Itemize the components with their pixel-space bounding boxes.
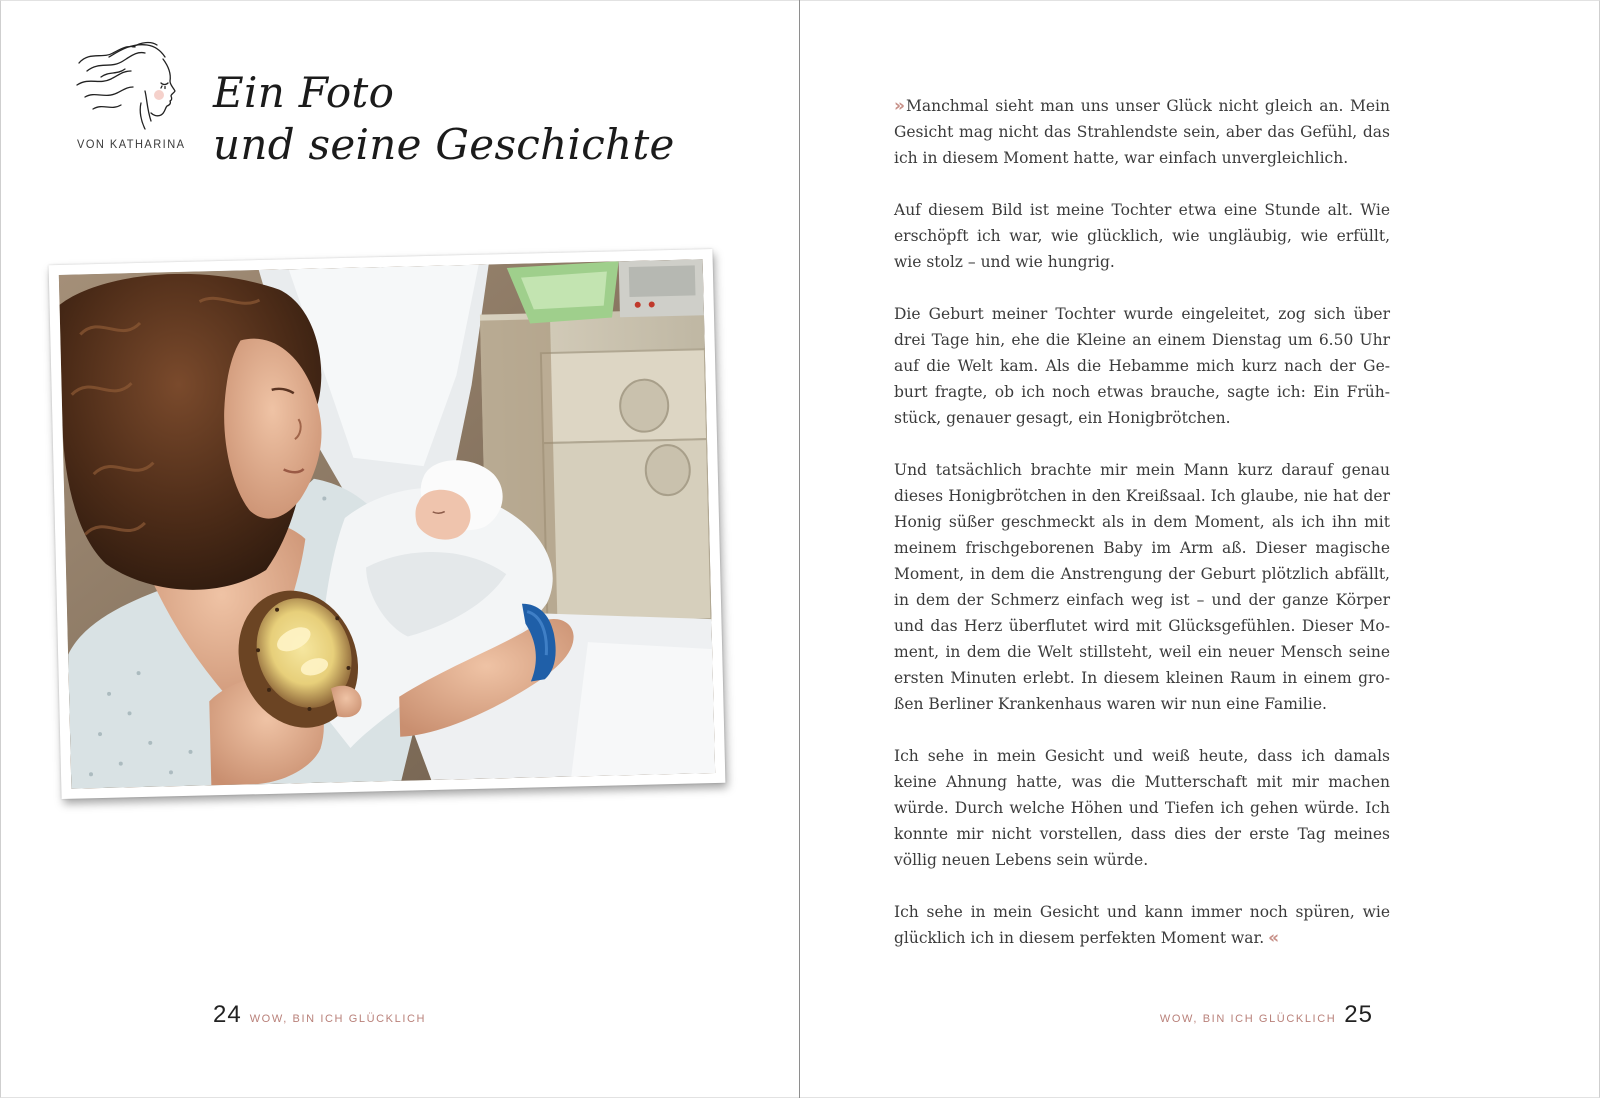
title-line-2: und seine Geschichte	[213, 120, 675, 169]
right-page	[800, 0, 1600, 1098]
folio-left	[213, 1001, 426, 1029]
story-paragraph-4: Und tatsächlich brachte mir mein Mann kurz darauf genau dieses Honigbrötchen in den Kreißsaal. Ich glaube, nie hat der Honig süßer geschmeckt als in dem Moment, als ich ihn mit meinem frischgeborenen Baby im Arm aß. Dieser magische Moment, in dem die Anstrengung der Geburt plötzlich abfällt, in dem der Schmerz einfach weg ist – und der ganze Körper und das Herz überflutet wird mit Glücksgefühlen. Dieser Moment, in dem die Welt stillsteht, weil ein neuer Mensch seine ersten Minuten erlebt. In diesem kleinen Raum in einem großen Berliner Krankenhaus waren wir nun eine Familie.	[894, 461, 1390, 713]
polaroid-photo-frame	[49, 249, 726, 799]
story-paragraph-6	[894, 899, 1390, 951]
mother-with-newborn-photo	[59, 259, 715, 789]
author-byline: VON KATHARINA	[77, 137, 186, 151]
story-paragraph-1	[894, 93, 1390, 171]
folio-right	[1160, 1001, 1373, 1029]
paragraph-6-text: Ich sehe in mein Gesicht und kann immer noch spüren, wie glücklich ich in diesem perfekten Moment war.	[894, 903, 1390, 947]
double-chevron-right-icon: »	[894, 96, 903, 116]
paragraph-1-text: Manchmal sieht man uns unser Glück nicht gleich an. Mein Gesicht mag nicht das Strahlendste sein, aber das Gefühl, das ich in diesem Moment hatte, war einfach unvergleichlich.	[894, 97, 1390, 167]
story-paragraph-2: Auf diesem Bild ist meine Tochter etwa eine Stunde alt. Wie erschöpft ich war, wie glücklich, wie ungläubig, wie erfüllt, wie stolz – und wie hungrig.	[894, 201, 1390, 271]
running-title-right: WOW, BIN ICH GLÜCKLICH	[1159, 1013, 1337, 1025]
story-paragraph-5: Ich sehe in mein Gesicht und weiß heute, dass ich damals keine Ahnung hatte, was die Mutterschaft mit mir machen würde. Durch welche Höhen und Tiefen ich gehen würde. Ich konnte mir nicht vorstellen, dass dies der erste Tag meines völlig neuen Lebens sein würde.	[894, 747, 1390, 869]
running-title-left: WOW, BIN ICH GLÜCKLICH	[249, 1013, 427, 1025]
woman-profile-logo-icon	[75, 41, 181, 133]
title-line-1: Ein Foto	[213, 68, 395, 117]
story-paragraph-3: Die Geburt meiner Tochter wurde eingeleitet, zog sich über drei Tage hin, ehe die Kleine an einem Dienstag um 6.50 Uhr auf die Welt kam. Als die Hebamme mich kurz nach der Geburt fragte, ob ich noch etwas brauche, sagte ich: Ein Frühstück, genauer gesagt, ein Honigbrötchen.	[894, 305, 1390, 427]
story-text	[894, 93, 1390, 951]
page-title	[213, 67, 675, 171]
page-number-left: 24	[213, 1001, 242, 1028]
double-chevron-left-icon: «	[1268, 928, 1278, 948]
page-number-right: 25	[1344, 1001, 1373, 1028]
